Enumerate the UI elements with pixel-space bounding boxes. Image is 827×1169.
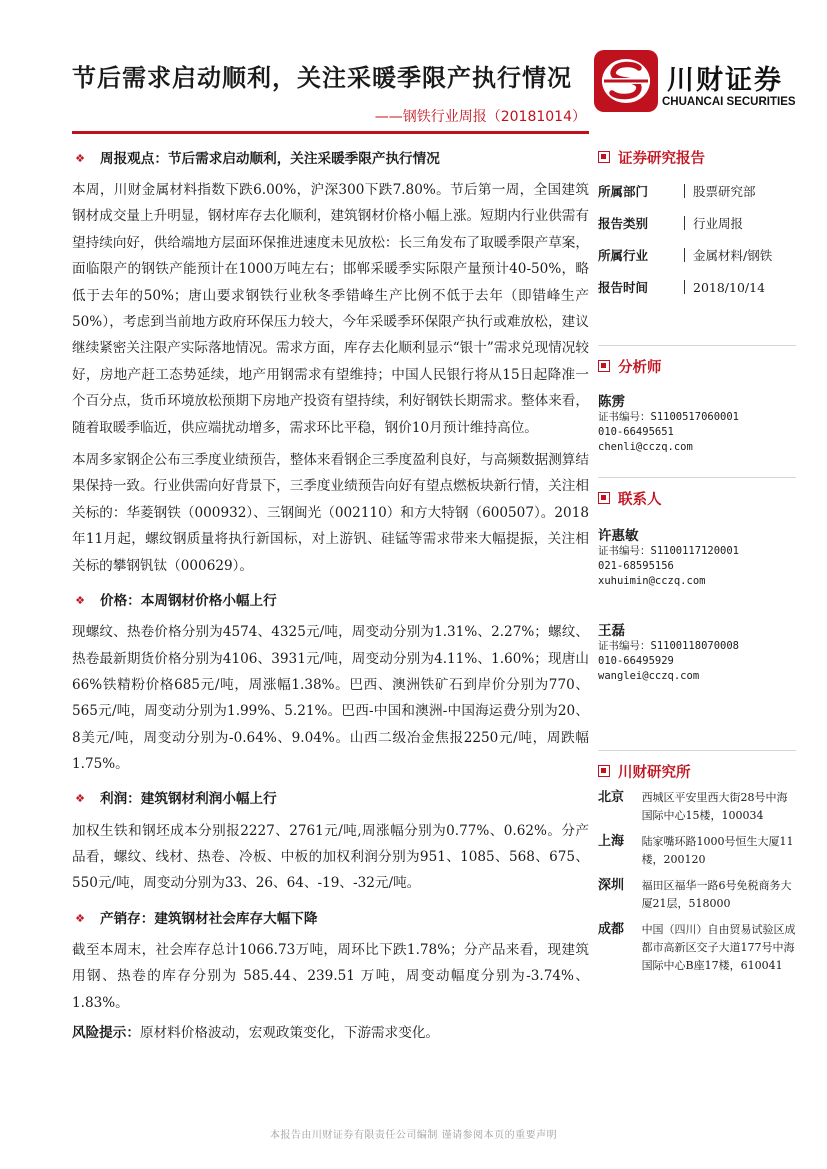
contact-phone: 021-68595156	[598, 560, 674, 572]
office-beijing	[598, 789, 798, 825]
sidebar-heading-text: 川财研究所	[618, 764, 691, 781]
office-chengdu	[598, 921, 798, 975]
divider	[684, 216, 685, 230]
info-row-category	[598, 207, 798, 239]
risk-label: 风险提示：	[72, 1024, 140, 1041]
info-value: 股票研究部	[693, 184, 756, 199]
analyst-name: 陈雳	[598, 394, 625, 410]
contact-email[interactable]: xuhuimin@cczq.com	[598, 575, 706, 587]
sidebar-heading-text: 分析师	[618, 359, 662, 376]
info-value: 行业周报	[693, 216, 744, 231]
office-address: 陆家嘴环路1000号恒生大厦11楼，200120	[641, 835, 794, 866]
square-bullet-icon	[598, 765, 610, 777]
diamond-bullet-icon: ❖	[75, 792, 85, 806]
header-rule	[72, 131, 589, 134]
paragraph: 加权生铁和钢坯成本分别报2227、2761元/吨,周涨幅分别为0.77%、0.62%。分产品看，螺纹、线材、热卷、冷板、中板的加权利润分别为951、1085、568、675、550元/吨，周变动分别为33、26、64、-19、-32元/吨。	[72, 822, 589, 892]
divider	[684, 184, 685, 198]
paragraph: 本周多家钢企公布三季度业绩预告，整体来看钢企三季度盈利良好，与高频数据测算结果保持一致。行业供需向好背景下，三季度业绩预告向好有望点燃板块新行情，关注相关标的：华菱钢铁（000932）、三钢闽光（002110）和方大特钢（600507）。2018年11月起，螺纹钢质量将执行新国标，对上游钒、硅锰等需求带来大幅提振，关注相关标的攀钢钒钛（000629）。	[72, 452, 589, 574]
info-label: 所属部门	[598, 184, 649, 199]
sidebar	[598, 145, 798, 975]
paragraph: 截至本周末，社会库存总计1066.73万吨，周环比下跌1.78%；分产品来看，现建筑用钢、热卷的库存分别为 585.44、239.51 万吨，周变动幅度分别为-3.74%、1.83%。	[72, 941, 589, 1011]
contact-cert: 证书编号：S1100117120001	[598, 545, 740, 557]
contact-email[interactable]: wanglei@cczq.com	[598, 670, 700, 682]
sidebar-heading-contacts	[598, 486, 798, 510]
office-city: 上海	[598, 834, 625, 849]
logo-english-name: CHUANCAI SECURITIES	[662, 96, 796, 108]
analyst-phone: 010-66495651	[598, 426, 674, 438]
office-address: 福田区福华一路6号免税商务大厦21层，518000	[641, 879, 792, 910]
analyst-cert: 证书编号：S1100517060001	[598, 411, 740, 423]
section-heading-profit	[72, 786, 589, 814]
office-address: 中国（四川）自由贸易试验区成都市高新区交子大道177号中海国际中心B座17楼，610041	[641, 923, 796, 972]
paragraph: 本周，川财金属材料指数下跌6.00%，沪深300下跌7.80%。节后第一周，全国建筑钢材成交量上升明显，钢材库存去化顺利，建筑钢材价格小幅上涨。短期内行业供需有望持续向好，供给端地方层面环保推进速度未见放松：长三角发布了取暖季限产草案，面临限产的钢铁产能预计在1000万吨左右；邯郸采暖季实际限产量预计40-50%，略低于去年的50%；唐山要求钢铁行业秋冬季错峰生产比例不低于去年（即错峰生产50%），考虑到当前地方政府环保压力较大，今年采暖季环保限产执行或难放松，建议继续紧密关注限产实际落地情况。需求方面，库存去化顺利显示“银十”需求兑现情况较好，房地产赶工态势延续，地产用钢需求有望维持；中国人民银行将从15日起降准一个百分点，货币环境放松预期下房地产投资有望持续，利好钢铁长期需求。整体来看，随着取暖季临近，供应端扰动增多，需求环比平稳，钢价10月预计维持高位。	[72, 182, 589, 436]
main-content	[72, 145, 589, 1046]
diamond-bullet-icon: ❖	[75, 911, 85, 925]
contact-cert: 证书编号：S1100118070008	[598, 640, 740, 652]
office-city: 成都	[598, 922, 625, 937]
square-bullet-icon	[598, 151, 610, 163]
info-value: 2018/10/14	[693, 279, 766, 295]
info-row-industry	[598, 239, 798, 271]
office-shenzhen	[598, 877, 798, 913]
paragraph: 现螺纹、热卷价格分别为4574、4325元/吨，周变动分别为1.31%、2.27%；螺纹、热卷最新期货价格分别为4106、3931元/吨，周变动分别为4.11%、1.60%；现唐山66%铁精粉价格685元/吨，周涨幅1.38%。巴西、澳洲铁矿石到岸价分别为770、565元/吨，周变动分别为1.99%、5.21%。巴西-中国和澳洲-中国海运费分别为20、8美元/吨，周变动分别为-0.64%、9.04%。山西二级冶金焦报2250元/吨，周跌幅1.75%。	[72, 624, 589, 773]
section-heading-view	[72, 145, 589, 173]
sidebar-heading-analyst	[598, 354, 798, 378]
info-label: 报告时间	[598, 280, 649, 295]
diamond-bullet-icon: ❖	[75, 593, 85, 607]
square-bullet-icon	[598, 360, 610, 372]
page-footer: 本报告由川财证券有限责任公司编制 谨请参阅本页的重要声明	[269, 1130, 558, 1141]
info-label: 所属行业	[598, 248, 649, 263]
info-row-date	[598, 271, 798, 303]
contact-name: 许惠敏	[598, 528, 639, 544]
office-city: 北京	[598, 790, 625, 805]
square-bullet-icon	[598, 492, 610, 504]
sidebar-heading-text: 联系人	[618, 491, 662, 508]
section-heading-inventory	[72, 905, 589, 933]
section-heading-text: 产销存：建筑钢材社会库存大幅下降	[100, 910, 318, 927]
section-heading-price	[72, 587, 589, 615]
section-heading-text: 价格：本周钢材价格小幅上行	[100, 592, 277, 609]
sidebar-heading-institute	[598, 759, 798, 783]
divider	[684, 248, 685, 262]
info-row-department	[598, 175, 798, 207]
diamond-bullet-icon: ❖	[75, 151, 85, 165]
report-subtitle: ——钢铁行业周报（20181014）	[374, 109, 586, 125]
section-heading-text: 周报观点：节后需求启动顺利，关注采暖季限产执行情况	[100, 150, 440, 167]
report-title: 节后需求启动顺利，关注采暖季限产执行情况	[72, 64, 572, 92]
risk-warning	[72, 1020, 589, 1046]
office-city: 深圳	[598, 878, 625, 893]
company-logo-icon	[594, 50, 658, 112]
section-heading-text: 利润：建筑钢材利润小幅上行	[100, 791, 277, 808]
risk-text: 原材料价格波动，宏观政策变化，下游需求变化。	[139, 1024, 440, 1041]
sidebar-heading-text: 证券研究报告	[618, 150, 705, 167]
contact-phone: 010-66495929	[598, 655, 674, 667]
info-label: 报告类别	[598, 216, 649, 231]
info-value: 金属材料/钢铁	[693, 248, 773, 263]
contact-name: 王磊	[598, 623, 625, 639]
logo-chinese-name: 川财证券	[667, 65, 783, 96]
divider	[684, 280, 685, 294]
office-shanghai	[598, 833, 798, 869]
analyst-email[interactable]: chenli@cczq.com	[598, 441, 693, 453]
sidebar-heading-report	[598, 145, 798, 169]
office-address: 西城区平安里西大街28号中海国际中心15楼，100034	[641, 791, 788, 822]
